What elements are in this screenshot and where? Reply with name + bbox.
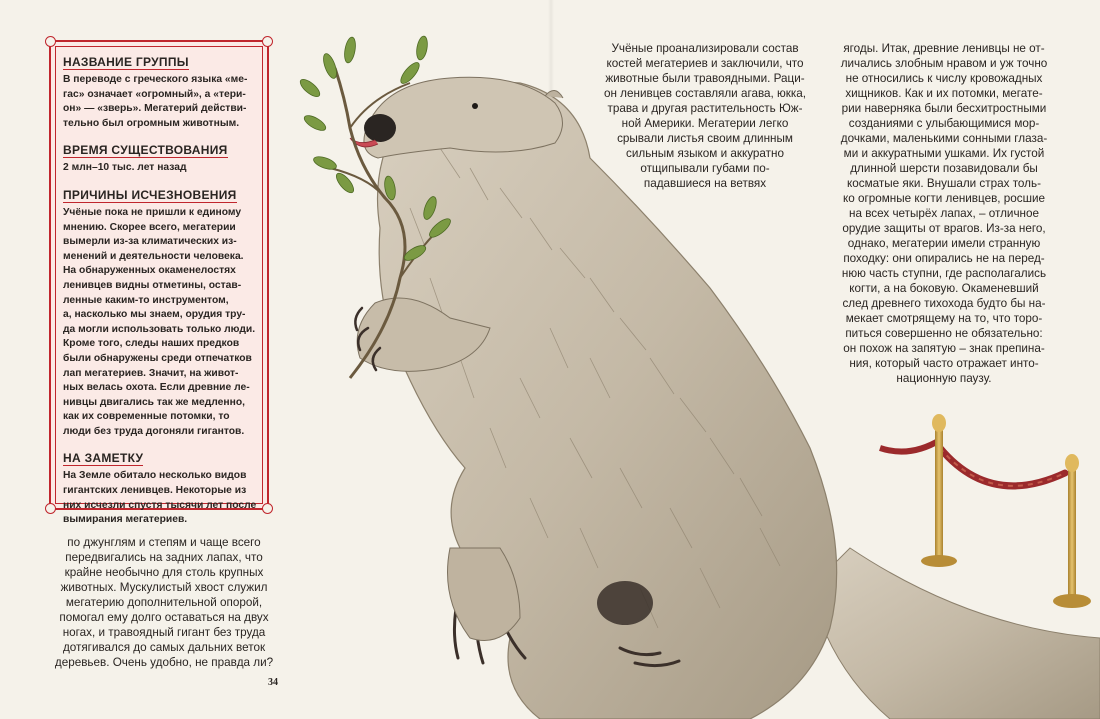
info-box: [49, 40, 269, 526]
rope-barrier: [880, 414, 1091, 608]
paw-pad: [597, 581, 653, 625]
left-body-text: по джунглям и степям и чаще всего передвигались на задних лапах, что крайне необычно для столь крупных животных. Мускулистый хвост служил мегатерию дополнительной опорой, помогал ему долго оставаться на двух ногах, и травоядный гигант без труда дотягивался до самых дальних веток деревьев. Очень удобно, не правда ли?: [54, 536, 274, 669]
section-heading: НА ЗАМЕТКУ: [63, 451, 144, 466]
section-heading: ВРЕМЯ СУЩЕСТВОВАНИЯ: [63, 143, 228, 158]
section-text: Учёные пока не пришли к единому мнению. Скорее всего, мегатерии вымерли из-за климатических из- менений и деятельности человека. На обнаруженных окаменелостях ленивцев видны отметины, остав- ленные каким-то инструментом, а, насколько мы знаем, орудия тру- да могли использовать только люди. Кроме того, следы наших предков были обнаружены среди отпечатков лап мегатериев. Значит, на живот- ных велась охота. Если древние ле- нивцы двигались так же медленно, как их современные потомки, то люди без труда догоняли гигантов.: [63, 206, 256, 437]
section-text: В переводе с греческого языка «ме- гас» означает «огромный», а «тери- он» — «зверь». Мегатерий действи- тельно был огромным животным.: [63, 74, 248, 129]
snout: [364, 114, 396, 142]
info-box-content: [63, 53, 263, 538]
section-time-period: [63, 141, 263, 176]
section-note: [63, 449, 263, 527]
section-text: 2 млн–10 тыс. лет назад: [63, 162, 187, 174]
middle-body-text: Учёные проанализировали состав костей мегатериев и заключили, что животные были травоядными. Раци- он ленивцев составляли агава, юкка, трава и другая растительность Юж- ной Америки. Мегатерии легко срывали листья своим длинным сильным языком и аккуратно отщипывали губами по- падавшиеся на ветвях: [603, 42, 807, 190]
section-heading: НАЗВАНИЕ ГРУППЫ: [63, 55, 189, 69]
section-extinction-causes: [63, 186, 263, 440]
page-number: 34: [268, 677, 278, 688]
section-group-name: [63, 53, 263, 131]
eye: [472, 103, 478, 109]
section-text: На Земле обитало несколько видов гигантских ленивцев. Некоторые из них исчезли спустя тысячи лет после вымирания мегатериев.: [63, 470, 257, 526]
section-heading: ПРИЧИНЫ ИСЧЕЗНОВЕНИЯ: [63, 187, 237, 202]
right-body-text: ягоды. Итак, древние ленивцы не от- личались злобным нравом и уж точно не относились к числу кровожадных хищников. Как и их потомки, мегате- рии наверняка были бесхитростными созданиями с улыбающимися мор- дочками, маленькими сонными глаза- ми и аккуратными ушками. Их густой длинной шерсти позавидовали бы косматые яки. Внушали страх толь- ко огромные когти ленивцев, росшие на всех четырёх лапах, – отличное орудие защиты от врагов. Из-за него, однако, мегатерии имели странную походку: они опирались не на перед- нюю часть ступни, где располагались когти, а на боковую. Окаменевший след древнего тихохода будто бы на- мекает смотрящему на то, что торо- питься совершенно не обязательно: он похож на запятую – знак препина- ния, который часто отражает инто- национную паузу.: [840, 42, 1048, 385]
tail: [810, 548, 1100, 719]
